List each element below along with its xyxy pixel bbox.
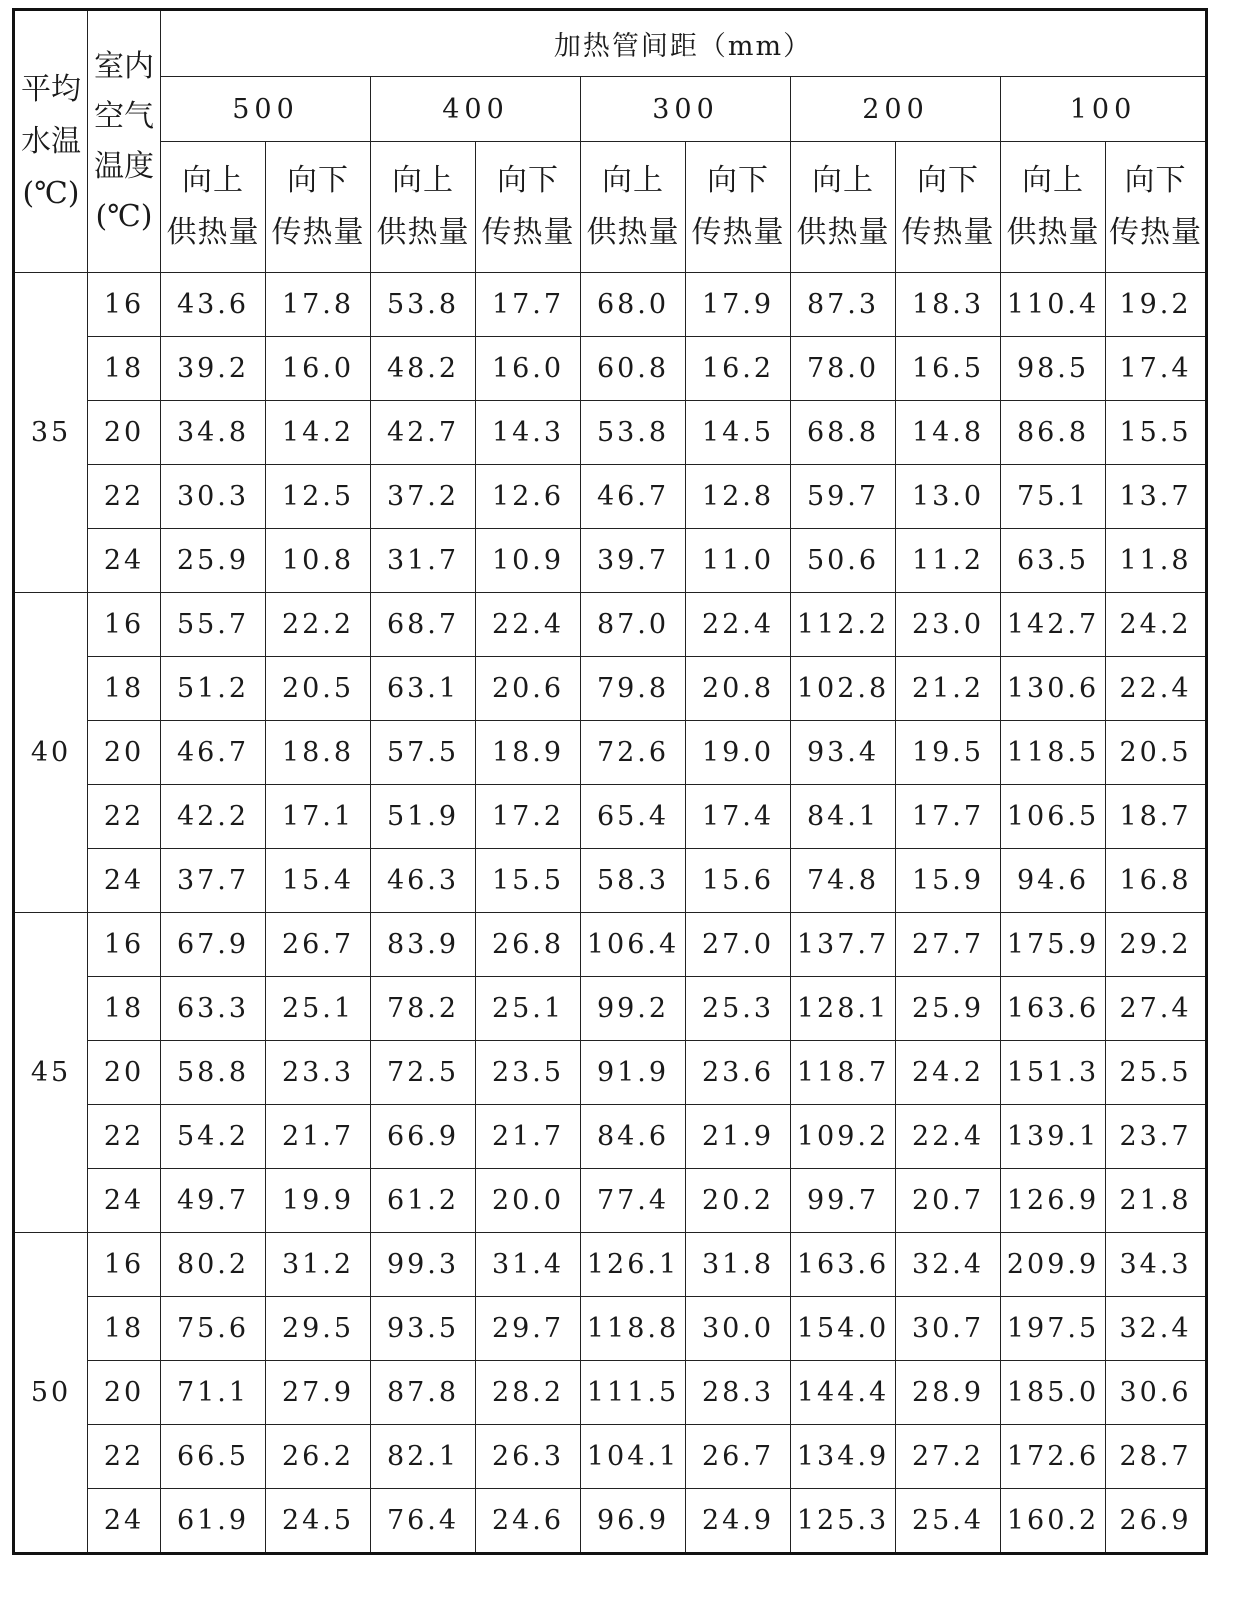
downward-heat-value: 20.0 <box>476 1169 581 1233</box>
spacing-header-cell: 300 <box>581 77 791 142</box>
downward-heat-value: 21.7 <box>266 1105 371 1169</box>
table-row <box>14 849 1207 913</box>
upward-heat-value: 154.0 <box>791 1297 896 1361</box>
upward-heat-value: 125.3 <box>791 1489 896 1554</box>
downward-heat-value: 30.0 <box>686 1297 791 1361</box>
downward-heat-value: 23.7 <box>1106 1105 1207 1169</box>
upward-heat-value: 54.2 <box>161 1105 266 1169</box>
upward-heat-value: 144.4 <box>791 1361 896 1425</box>
room-temp-header-line: 空气 <box>94 98 154 134</box>
downward-heat-value: 17.2 <box>476 785 581 849</box>
upward-heat-value: 39.2 <box>161 337 266 401</box>
upward-heat-value: 61.9 <box>161 1489 266 1554</box>
downward-heat-value: 24.5 <box>266 1489 371 1554</box>
room-temp-cell: 20 <box>88 401 161 465</box>
downward-heat-value: 22.4 <box>1106 657 1207 721</box>
upward-heat-value: 63.5 <box>1001 529 1106 593</box>
table-row <box>14 1041 1207 1105</box>
downward-heat-value: 27.4 <box>1106 977 1207 1041</box>
upward-heat-value: 99.2 <box>581 977 686 1041</box>
upward-heat-value: 163.6 <box>791 1233 896 1297</box>
downward-heat-value: 27.9 <box>266 1361 371 1425</box>
downward-heat-value: 22.4 <box>476 593 581 657</box>
upward-heat-value: 60.8 <box>581 337 686 401</box>
downward-heat-value: 11.2 <box>896 529 1001 593</box>
downward-heat-value: 22.4 <box>896 1105 1001 1169</box>
upward-heat-value: 142.7 <box>1001 593 1106 657</box>
water-temp-cell: 40 <box>14 593 88 913</box>
upward-heat-value: 197.5 <box>1001 1297 1106 1361</box>
downward-heat-value: 26.7 <box>266 913 371 977</box>
downward-heat-value: 14.3 <box>476 401 581 465</box>
downward-heat-value: 30.7 <box>896 1297 1001 1361</box>
upward-heat-header-line: 向上 <box>392 163 454 198</box>
table-row <box>14 465 1207 529</box>
upward-heat-value: 43.6 <box>161 273 266 337</box>
upward-heat-header-line: 供热量 <box>586 215 680 250</box>
upward-heat-value: 74.8 <box>791 849 896 913</box>
table-row <box>14 1233 1207 1297</box>
water-temp-header-unit: (℃) <box>22 175 80 211</box>
table-row <box>14 785 1207 849</box>
upward-heat-value: 63.1 <box>371 657 476 721</box>
upward-heat-value: 58.3 <box>581 849 686 913</box>
table-row <box>14 529 1207 593</box>
upward-heat-value: 65.4 <box>581 785 686 849</box>
downward-heat-value: 26.8 <box>476 913 581 977</box>
downward-heat-value: 29.2 <box>1106 913 1207 977</box>
downward-heat-value: 28.3 <box>686 1361 791 1425</box>
upward-heat-header-line: 供热量 <box>796 215 890 250</box>
upward-heat-value: 104.1 <box>581 1425 686 1489</box>
upward-heat-value: 63.3 <box>161 977 266 1041</box>
downward-heat-value: 21.7 <box>476 1105 581 1169</box>
upward-heat-value: 72.5 <box>371 1041 476 1105</box>
upward-heat-value: 185.0 <box>1001 1361 1106 1425</box>
downward-heat-header-line: 向下 <box>1124 163 1187 198</box>
table-row <box>14 721 1207 785</box>
upward-heat-header-line: 向上 <box>602 163 664 198</box>
downward-heat-value: 10.8 <box>266 529 371 593</box>
room-temp-cell: 18 <box>88 977 161 1041</box>
downward-heat-header <box>686 142 791 273</box>
downward-heat-value: 28.7 <box>1106 1425 1207 1489</box>
downward-heat-value: 20.6 <box>476 657 581 721</box>
room-temp-cell: 22 <box>88 465 161 529</box>
downward-heat-value: 14.5 <box>686 401 791 465</box>
upward-heat-value: 112.2 <box>791 593 896 657</box>
downward-heat-value: 17.1 <box>266 785 371 849</box>
upward-heat-value: 53.8 <box>581 401 686 465</box>
upward-heat-value: 96.9 <box>581 1489 686 1554</box>
downward-heat-value: 18.9 <box>476 721 581 785</box>
room-temp-cell: 20 <box>88 1361 161 1425</box>
upward-heat-value: 55.7 <box>161 593 266 657</box>
upward-heat-value: 87.0 <box>581 593 686 657</box>
room-temp-cell: 18 <box>88 1297 161 1361</box>
upward-heat-value: 151.3 <box>1001 1041 1106 1105</box>
downward-heat-value: 11.8 <box>1106 529 1207 593</box>
downward-heat-value: 23.6 <box>686 1041 791 1105</box>
table-row <box>14 1425 1207 1489</box>
upward-heat-value: 57.5 <box>371 721 476 785</box>
upward-heat-value: 87.8 <box>371 1361 476 1425</box>
downward-heat-value: 25.5 <box>1106 1041 1207 1105</box>
downward-heat-value: 19.5 <box>896 721 1001 785</box>
downward-heat-value: 32.4 <box>1106 1297 1207 1361</box>
downward-heat-header <box>1106 142 1207 273</box>
downward-heat-value: 17.8 <box>266 273 371 337</box>
downward-heat-value: 30.6 <box>1106 1361 1207 1425</box>
upward-heat-value: 68.7 <box>371 593 476 657</box>
room-temp-cell: 16 <box>88 913 161 977</box>
room-temp-cell: 18 <box>88 657 161 721</box>
table-row <box>14 913 1207 977</box>
heat-table-container <box>12 8 1208 1555</box>
downward-heat-value: 23.3 <box>266 1041 371 1105</box>
downward-heat-value: 34.3 <box>1106 1233 1207 1297</box>
upward-heat-value: 93.5 <box>371 1297 476 1361</box>
table-row <box>14 273 1207 337</box>
upward-heat-value: 91.9 <box>581 1041 686 1105</box>
downward-heat-value: 12.8 <box>686 465 791 529</box>
upward-heat-value: 172.6 <box>1001 1425 1106 1489</box>
upward-heat-value: 58.8 <box>161 1041 266 1105</box>
direction-header-row <box>14 142 1207 273</box>
downward-heat-value: 21.9 <box>686 1105 791 1169</box>
downward-heat-value: 27.7 <box>896 913 1001 977</box>
downward-heat-value: 17.4 <box>1106 337 1207 401</box>
downward-heat-value: 17.7 <box>896 785 1001 849</box>
downward-heat-value: 13.0 <box>896 465 1001 529</box>
upward-heat-value: 160.2 <box>1001 1489 1106 1554</box>
downward-heat-value: 28.2 <box>476 1361 581 1425</box>
downward-heat-header-line: 向下 <box>707 163 769 198</box>
upward-heat-value: 139.1 <box>1001 1105 1106 1169</box>
room-temp-cell: 20 <box>88 721 161 785</box>
water-temp-header-line: 水温 <box>21 123 81 159</box>
downward-heat-header <box>266 142 371 273</box>
spacing-header-cell: 400 <box>371 77 581 142</box>
upward-heat-value: 118.7 <box>791 1041 896 1105</box>
upward-heat-value: 39.7 <box>581 529 686 593</box>
table-row <box>14 657 1207 721</box>
upward-heat-header-line: 向上 <box>182 163 244 198</box>
downward-heat-header-line: 传热量 <box>481 215 575 250</box>
upward-heat-value: 78.2 <box>371 977 476 1041</box>
upward-heat-value: 126.9 <box>1001 1169 1106 1233</box>
room-temp-header <box>88 10 161 273</box>
spacing-header-cell: 100 <box>1001 77 1207 142</box>
downward-heat-value: 15.5 <box>1106 401 1207 465</box>
table-row <box>14 337 1207 401</box>
water-temp-cell: 35 <box>14 273 88 593</box>
upward-heat-value: 106.4 <box>581 913 686 977</box>
downward-heat-value: 25.3 <box>686 977 791 1041</box>
upward-heat-value: 111.5 <box>581 1361 686 1425</box>
upward-heat-value: 118.5 <box>1001 721 1106 785</box>
upward-heat-value: 46.3 <box>371 849 476 913</box>
upward-heat-value: 78.0 <box>791 337 896 401</box>
upward-heat-value: 93.4 <box>791 721 896 785</box>
downward-heat-value: 18.3 <box>896 273 1001 337</box>
downward-heat-header-line: 传热量 <box>1109 215 1202 250</box>
room-temp-cell: 22 <box>88 1425 161 1489</box>
downward-heat-value: 25.1 <box>266 977 371 1041</box>
downward-heat-header <box>476 142 581 273</box>
downward-heat-value: 16.0 <box>266 337 371 401</box>
upward-heat-value: 175.9 <box>1001 913 1106 977</box>
upward-heat-value: 34.8 <box>161 401 266 465</box>
table-row <box>14 977 1207 1041</box>
room-temp-cell: 24 <box>88 849 161 913</box>
upward-heat-value: 130.6 <box>1001 657 1106 721</box>
downward-heat-value: 25.9 <box>896 977 1001 1041</box>
downward-heat-value: 14.8 <box>896 401 1001 465</box>
upward-heat-value: 163.6 <box>1001 977 1106 1041</box>
downward-heat-header-line: 传热量 <box>901 215 995 250</box>
downward-heat-value: 15.5 <box>476 849 581 913</box>
upward-heat-header <box>791 142 896 273</box>
room-temp-cell: 24 <box>88 529 161 593</box>
upward-heat-value: 99.7 <box>791 1169 896 1233</box>
downward-heat-value: 18.8 <box>266 721 371 785</box>
upward-heat-value: 46.7 <box>161 721 266 785</box>
downward-heat-value: 26.3 <box>476 1425 581 1489</box>
room-temp-cell: 16 <box>88 1233 161 1297</box>
upward-heat-value: 77.4 <box>581 1169 686 1233</box>
upward-heat-value: 75.1 <box>1001 465 1106 529</box>
downward-heat-value: 27.2 <box>896 1425 1001 1489</box>
upward-heat-value: 110.4 <box>1001 273 1106 337</box>
downward-heat-value: 21.2 <box>896 657 1001 721</box>
table-row <box>14 1489 1207 1554</box>
upward-heat-value: 59.7 <box>791 465 896 529</box>
upward-heat-value: 83.9 <box>371 913 476 977</box>
upward-heat-value: 50.6 <box>791 529 896 593</box>
downward-heat-value: 20.2 <box>686 1169 791 1233</box>
heat-transfer-table <box>12 8 1208 1555</box>
downward-heat-value: 18.7 <box>1106 785 1207 849</box>
upward-heat-value: 71.1 <box>161 1361 266 1425</box>
downward-heat-value: 20.8 <box>686 657 791 721</box>
upward-heat-value: 76.4 <box>371 1489 476 1554</box>
upward-heat-value: 134.9 <box>791 1425 896 1489</box>
upward-heat-value: 37.2 <box>371 465 476 529</box>
downward-heat-value: 19.9 <box>266 1169 371 1233</box>
room-temp-header-line: 室内 <box>94 48 154 84</box>
upward-heat-value: 49.7 <box>161 1169 266 1233</box>
table-row <box>14 1105 1207 1169</box>
downward-heat-value: 19.0 <box>686 721 791 785</box>
downward-heat-value: 16.0 <box>476 337 581 401</box>
upward-heat-value: 42.7 <box>371 401 476 465</box>
room-temp-cell: 22 <box>88 1105 161 1169</box>
room-temp-cell: 16 <box>88 273 161 337</box>
downward-heat-value: 24.9 <box>686 1489 791 1554</box>
upward-heat-value: 86.8 <box>1001 401 1106 465</box>
table-row <box>14 1297 1207 1361</box>
downward-heat-value: 12.5 <box>266 465 371 529</box>
downward-heat-value: 17.9 <box>686 273 791 337</box>
room-temp-cell: 22 <box>88 785 161 849</box>
upward-heat-value: 42.2 <box>161 785 266 849</box>
upward-heat-value: 99.3 <box>371 1233 476 1297</box>
downward-heat-header-line: 向下 <box>287 163 349 198</box>
downward-heat-value: 12.6 <box>476 465 581 529</box>
downward-heat-value: 31.8 <box>686 1233 791 1297</box>
room-temp-cell: 18 <box>88 337 161 401</box>
upward-heat-header <box>581 142 686 273</box>
upward-heat-value: 98.5 <box>1001 337 1106 401</box>
downward-heat-value: 32.4 <box>896 1233 1001 1297</box>
upward-heat-value: 209.9 <box>1001 1233 1106 1297</box>
water-temp-header-line: 平均 <box>21 71 81 107</box>
downward-heat-value: 24.6 <box>476 1489 581 1554</box>
room-temp-header-line: 温度 <box>94 148 154 184</box>
upward-heat-value: 25.9 <box>161 529 266 593</box>
upward-heat-value: 30.3 <box>161 465 266 529</box>
downward-heat-value: 29.7 <box>476 1297 581 1361</box>
spacing-header-cell: 500 <box>161 77 371 142</box>
upward-heat-value: 106.5 <box>1001 785 1106 849</box>
spacing-values-row <box>14 77 1207 142</box>
downward-heat-value: 20.5 <box>1106 721 1207 785</box>
upward-heat-value: 126.1 <box>581 1233 686 1297</box>
upward-heat-value: 84.6 <box>581 1105 686 1169</box>
water-temp-header <box>14 10 88 273</box>
downward-heat-value: 31.2 <box>266 1233 371 1297</box>
downward-heat-value: 26.7 <box>686 1425 791 1489</box>
table-row <box>14 593 1207 657</box>
downward-heat-value: 16.2 <box>686 337 791 401</box>
upward-heat-value: 67.9 <box>161 913 266 977</box>
upward-heat-value: 72.6 <box>581 721 686 785</box>
downward-heat-value: 25.4 <box>896 1489 1001 1554</box>
downward-heat-value: 29.5 <box>266 1297 371 1361</box>
water-temp-cell: 50 <box>14 1233 88 1554</box>
upward-heat-header-line: 向上 <box>1022 163 1084 198</box>
upward-heat-value: 53.8 <box>371 273 476 337</box>
downward-heat-value: 24.2 <box>1106 593 1207 657</box>
upward-heat-value: 82.1 <box>371 1425 476 1489</box>
downward-heat-value: 20.5 <box>266 657 371 721</box>
downward-heat-value: 22.4 <box>686 593 791 657</box>
upward-heat-value: 84.1 <box>791 785 896 849</box>
downward-heat-value: 15.4 <box>266 849 371 913</box>
upward-heat-header <box>161 142 266 273</box>
downward-heat-value: 16.5 <box>896 337 1001 401</box>
upward-heat-value: 75.6 <box>161 1297 266 1361</box>
downward-heat-value: 25.1 <box>476 977 581 1041</box>
upward-heat-value: 87.3 <box>791 273 896 337</box>
downward-heat-value: 28.9 <box>896 1361 1001 1425</box>
upward-heat-value: 51.9 <box>371 785 476 849</box>
upward-heat-value: 37.7 <box>161 849 266 913</box>
downward-heat-value: 26.2 <box>266 1425 371 1489</box>
downward-heat-header-line: 传热量 <box>271 215 365 250</box>
downward-heat-value: 20.7 <box>896 1169 1001 1233</box>
upward-heat-value: 102.8 <box>791 657 896 721</box>
room-temp-cell: 24 <box>88 1489 161 1554</box>
downward-heat-header-line: 传热量 <box>691 215 785 250</box>
room-temp-header-unit: (℃) <box>95 198 153 234</box>
downward-heat-value: 14.2 <box>266 401 371 465</box>
downward-heat-value: 11.0 <box>686 529 791 593</box>
downward-heat-value: 15.9 <box>896 849 1001 913</box>
downward-heat-value: 13.7 <box>1106 465 1207 529</box>
downward-heat-value: 23.0 <box>896 593 1001 657</box>
upward-heat-value: 80.2 <box>161 1233 266 1297</box>
downward-heat-value: 19.2 <box>1106 273 1207 337</box>
downward-heat-value: 17.7 <box>476 273 581 337</box>
upward-heat-header <box>371 142 476 273</box>
upward-heat-value: 137.7 <box>791 913 896 977</box>
downward-heat-header <box>896 142 1001 273</box>
upward-heat-value: 31.7 <box>371 529 476 593</box>
upward-heat-value: 68.0 <box>581 273 686 337</box>
downward-heat-value: 26.9 <box>1106 1489 1207 1554</box>
table-header <box>14 10 1207 273</box>
upward-heat-value: 128.1 <box>791 977 896 1041</box>
table-body <box>14 273 1207 1554</box>
downward-heat-value: 15.6 <box>686 849 791 913</box>
upward-heat-header-line: 向上 <box>812 163 874 198</box>
downward-heat-value: 23.5 <box>476 1041 581 1105</box>
downward-heat-value: 22.2 <box>266 593 371 657</box>
upward-heat-header-line: 供热量 <box>166 215 260 250</box>
table-row <box>14 401 1207 465</box>
upward-heat-value: 61.2 <box>371 1169 476 1233</box>
downward-heat-header-line: 向下 <box>917 163 979 198</box>
downward-heat-value: 24.2 <box>896 1041 1001 1105</box>
upward-heat-value: 118.8 <box>581 1297 686 1361</box>
room-temp-cell: 24 <box>88 1169 161 1233</box>
room-temp-cell: 16 <box>88 593 161 657</box>
upward-heat-header-line: 供热量 <box>376 215 470 250</box>
upward-heat-value: 79.8 <box>581 657 686 721</box>
upward-heat-value: 94.6 <box>1001 849 1106 913</box>
table-row <box>14 1169 1207 1233</box>
room-temp-cell: 20 <box>88 1041 161 1105</box>
upward-heat-header-line: 供热量 <box>1006 215 1100 250</box>
upward-heat-value: 51.2 <box>161 657 266 721</box>
spacing-header-cell: 200 <box>791 77 1001 142</box>
upward-heat-value: 109.2 <box>791 1105 896 1169</box>
downward-heat-value: 21.8 <box>1106 1169 1207 1233</box>
downward-heat-header-line: 向下 <box>497 163 559 198</box>
downward-heat-value: 31.4 <box>476 1233 581 1297</box>
downward-heat-value: 27.0 <box>686 913 791 977</box>
upward-heat-value: 48.2 <box>371 337 476 401</box>
upward-heat-value: 46.7 <box>581 465 686 529</box>
upward-heat-value: 66.9 <box>371 1105 476 1169</box>
pipe-spacing-header: 加热管间距（mm） <box>161 10 1207 77</box>
upward-heat-value: 66.5 <box>161 1425 266 1489</box>
upward-heat-value: 68.8 <box>791 401 896 465</box>
water-temp-cell: 45 <box>14 913 88 1233</box>
downward-heat-value: 17.4 <box>686 785 791 849</box>
table-row <box>14 1361 1207 1425</box>
upward-heat-header <box>1001 142 1106 273</box>
downward-heat-value: 10.9 <box>476 529 581 593</box>
downward-heat-value: 16.8 <box>1106 849 1207 913</box>
